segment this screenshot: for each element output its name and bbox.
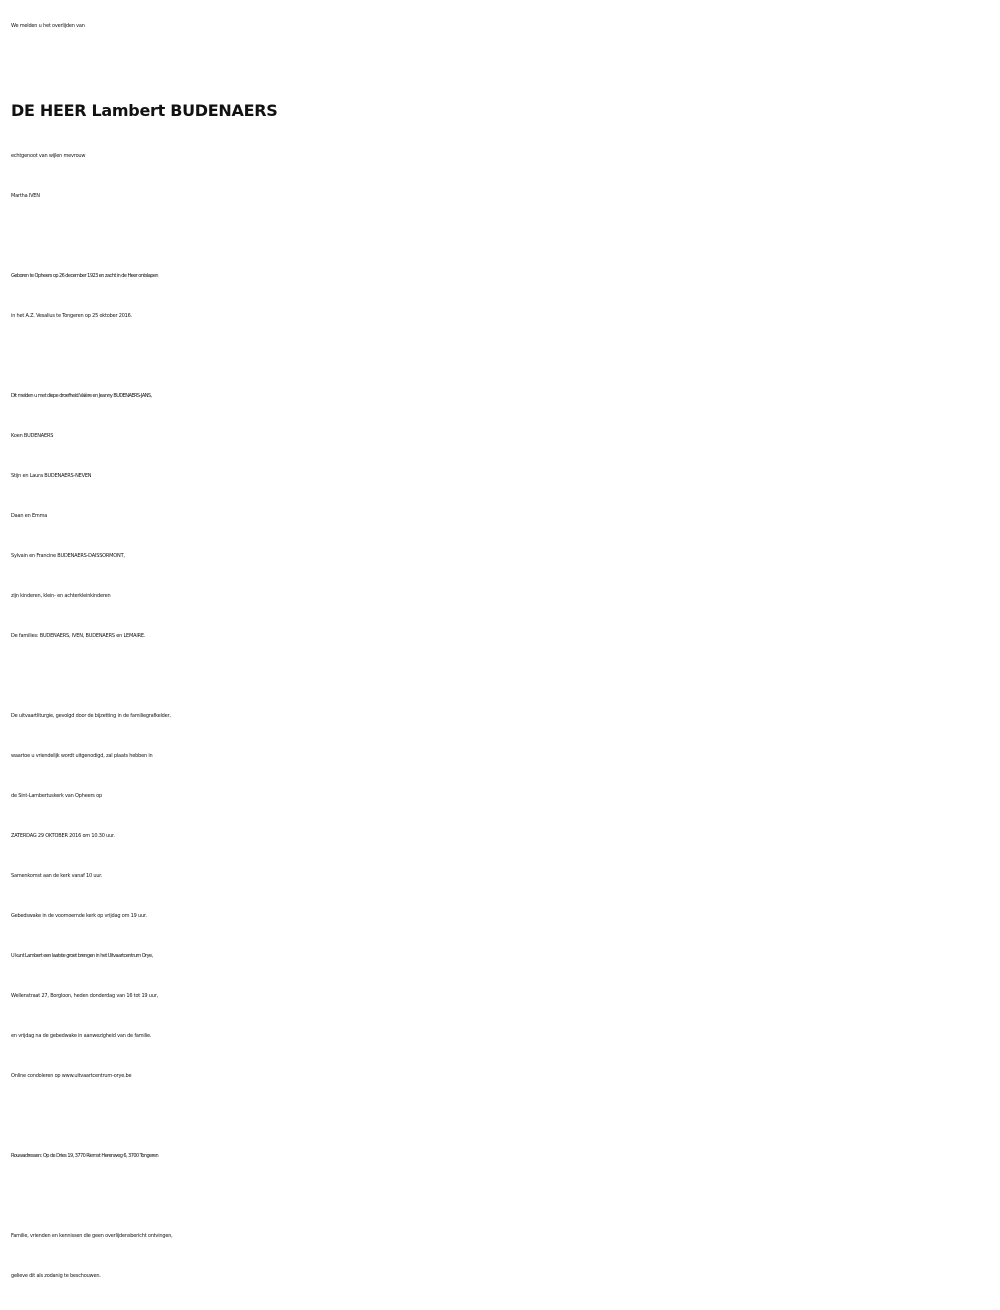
spacer — [11, 1176, 996, 1216]
addresses-line: Rouwadressen: Op de Dries 19, 3770 Riemst Herenweg 6, 3700 Tongeren — [11, 1153, 159, 1159]
text-line: en vrijdag na de gebedwake in aanwezigheid van de familie. — [11, 1033, 152, 1039]
text-line: De families: BUDENAERS, IVEN, BUDENAERS en LEMAIRE. — [11, 633, 146, 639]
text-line: Daan en Emma — [11, 513, 48, 519]
text-line: waartoe u vriendelijk wordt uitgenodigd, zal plaats hebben in — [11, 753, 153, 759]
spacer — [11, 336, 996, 376]
text-line: Samenkomst aan de kerk vanaf 10 uur. — [11, 873, 103, 879]
text-line: Dit melden u met diepe droefheid:Valère en Jeanny BUDENAERS-JANS, — [11, 393, 152, 399]
text-line: De uitvaartliturgie, gevolgd door de bijzetting in de familiegrafkelder, — [11, 713, 171, 719]
text-line: in het A.Z. Vesalius te Tongeren op 25 oktober 2016. — [11, 313, 133, 319]
text-line: zijn kinderen, klein- en achterkleinkinderen — [11, 593, 111, 599]
text-line: de Sint-Lambertuskerk van Opheers op — [11, 793, 102, 799]
obituary-notice — [11, 0, 996, 1296]
text-line: Wellenstraat 27, Borgloon, heden donderdag van 16 tot 19 uur, — [11, 993, 158, 999]
deceased-name: DE HEER Lambert BUDENAERS — [11, 101, 278, 120]
funeral-paragraph — [11, 696, 996, 1096]
birth-death-paragraph — [11, 256, 996, 336]
text-line: ZATERDAG 29 OKTOBER 2016 om 10.30 uur. — [11, 833, 115, 839]
mourners-paragraph — [11, 376, 996, 656]
spouse-line: echtgenoot van wijlen mevrouw — [11, 153, 86, 159]
intro-text: We melden u het overlijden van — [11, 23, 85, 29]
text-line: Geboren te Opheers op 26 december 1923 en zacht in de Heer ontslapen — [11, 273, 159, 279]
text-line: Koen BUDENAERS — [11, 433, 54, 439]
text-line: Gebedswake in de voornoemde kerk op vrijdag om 19 uur. — [11, 913, 147, 919]
text-line: U kunt Lambert een laatste groet brengen in het Uitvaartcentrum Orye, — [11, 953, 153, 959]
spacer — [11, 216, 996, 256]
text-line: Familie, vrienden en kennissen die geen overlijdensbericht ontvingen, — [11, 1233, 173, 1239]
spouse-name: Martha IVEN — [11, 193, 40, 199]
text-line: Sylvain en Francine BUDENAERS-DAISSORMONT, — [11, 553, 125, 559]
spacer — [11, 1096, 996, 1136]
text-line: Stijn en Laura BUDENAERS-NEVEN — [11, 473, 92, 479]
text-line: Online condoleren op www.uitvaartcentrum-orye.be — [11, 1073, 132, 1079]
spacer — [11, 656, 996, 696]
closing-paragraph — [11, 1216, 996, 1296]
text-line: gelieve dit als zodanig te beschouwen. — [11, 1273, 101, 1279]
